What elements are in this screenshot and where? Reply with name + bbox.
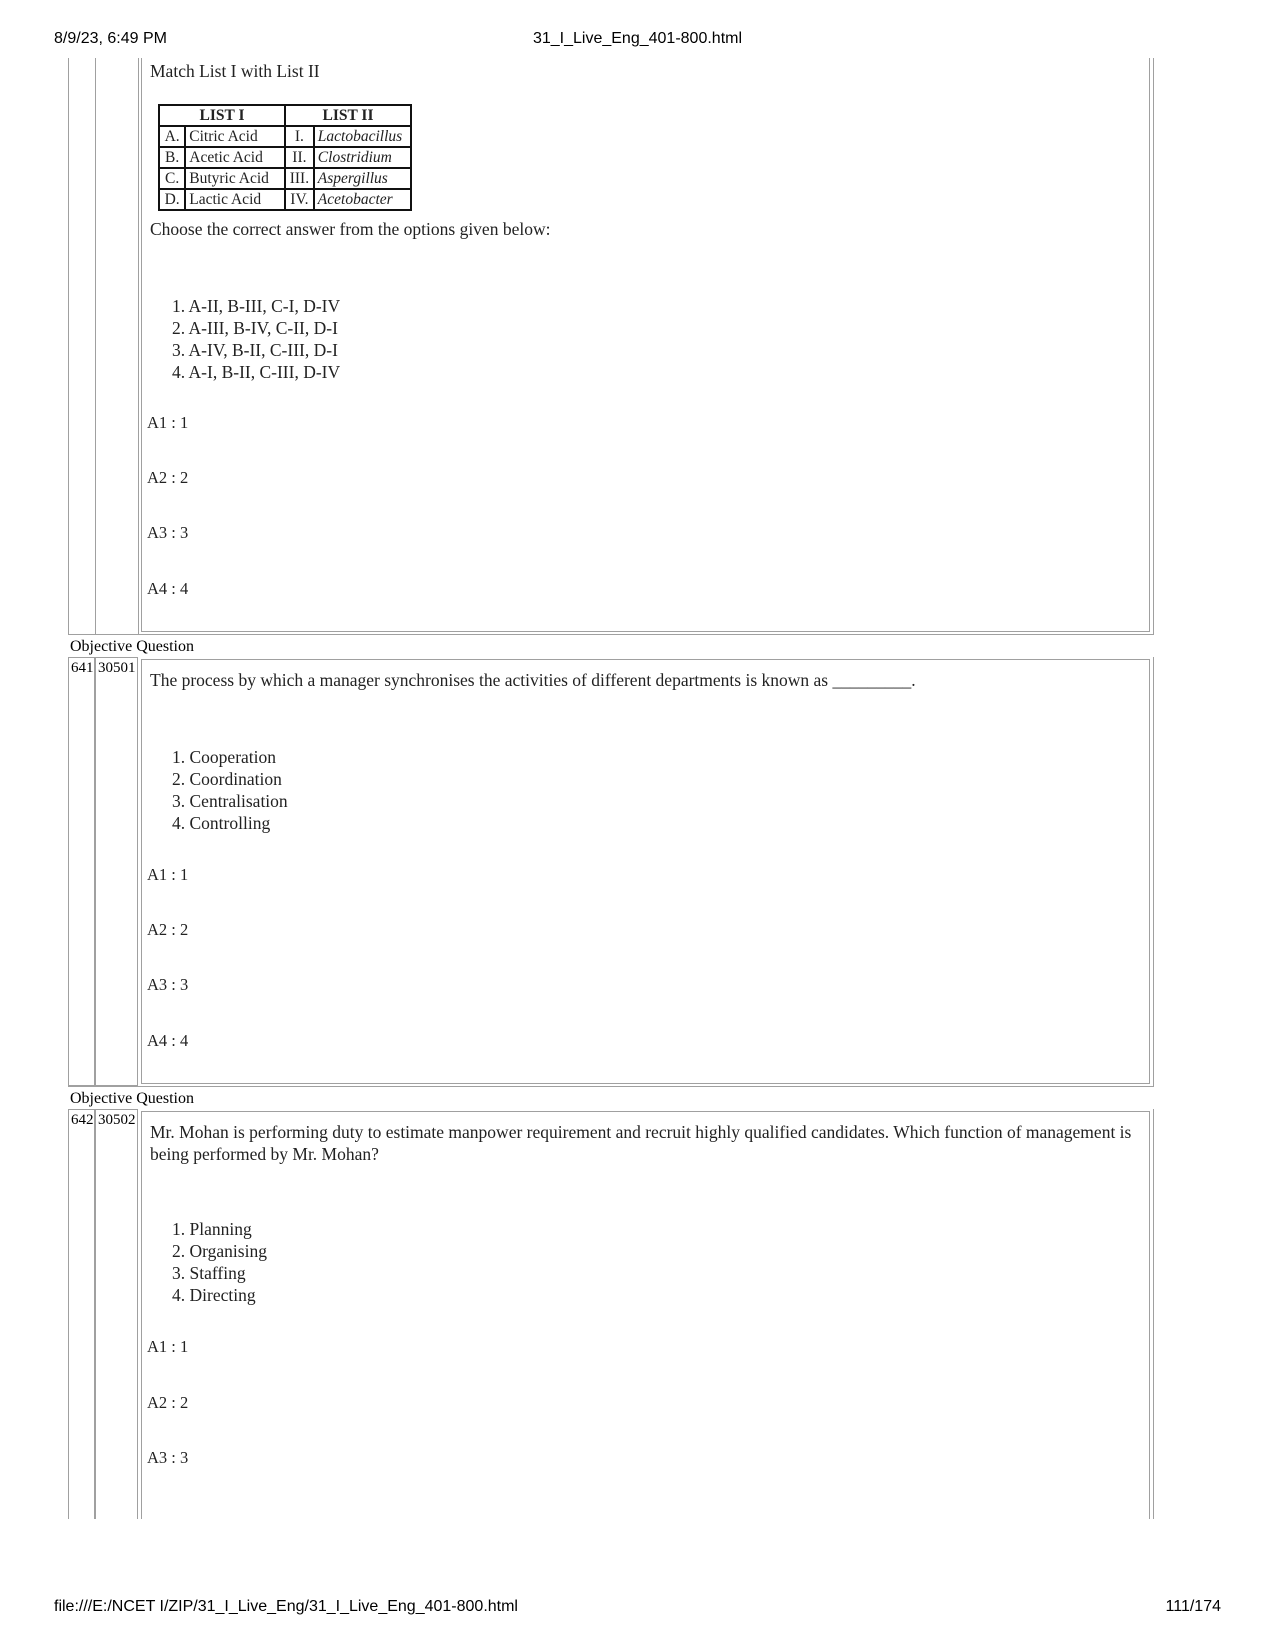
question-body-cell (141, 1111, 1150, 1519)
question-text: Match List I with List II (150, 61, 320, 81)
frame-line (68, 1086, 1154, 1087)
table-row (159, 189, 411, 210)
answer-3: A3 : 3 (147, 975, 189, 994)
option-item: 4. Directing (172, 1285, 256, 1305)
answer-4: A4 : 4 (147, 1031, 189, 1050)
question-instruction: Choose the correct answer from the options given below: (150, 219, 551, 239)
list-2-value: Lactobacillus (314, 126, 411, 147)
frame-line (95, 58, 96, 634)
list-2-header: LIST II (285, 105, 411, 126)
option-item: 3. Centralisation (172, 791, 288, 811)
answer-1: A1 : 1 (147, 413, 189, 432)
option-item: 1. Cooperation (172, 747, 277, 767)
option-item: 1. Planning (172, 1219, 252, 1239)
answer-4: A4 : 4 (147, 579, 189, 598)
list-2-key: I. (285, 126, 314, 147)
frame-line (1153, 657, 1154, 1087)
frame-line (68, 634, 1154, 635)
qid-cell (95, 1109, 138, 1519)
frame-line (68, 58, 69, 634)
answer-2: A2 : 2 (147, 468, 189, 487)
print-file-path: file:///E:/NCET I/ZIP/31_I_Live_Eng/31_I_Live_Eng_401-800.html (54, 1598, 518, 1615)
serial-cell (68, 657, 95, 1086)
options-list (172, 1218, 267, 1306)
list-2-key: IV. (285, 189, 314, 210)
option-item: 3. A-IV, B-II, C-III, D-I (172, 340, 338, 360)
list-1-key: C. (159, 168, 185, 189)
list-2-value: Aspergillus (314, 168, 411, 189)
list-1-header: LIST I (159, 105, 285, 126)
question-id: 30502 (98, 1112, 136, 1128)
answer-3: A3 : 3 (147, 1448, 189, 1467)
list-2-key: II. (285, 147, 314, 168)
option-item: 2. Organising (172, 1241, 267, 1261)
frame-line (1153, 1109, 1154, 1519)
frame-line (138, 58, 139, 634)
print-title: 31_I_Live_Eng_401-800.html (532, 30, 743, 47)
option-item: 2. Coordination (172, 769, 282, 789)
question-id: 30501 (98, 660, 136, 676)
table-row (159, 126, 411, 147)
answer-1: A1 : 1 (147, 865, 189, 884)
options-list (172, 295, 340, 383)
table-row (159, 168, 411, 189)
list-2-value: Acetobacter (314, 189, 411, 210)
option-item: 3. Staffing (172, 1263, 246, 1283)
match-table-header (159, 105, 411, 126)
list-1-key: A. (159, 126, 185, 147)
list-1-key: D. (159, 189, 185, 210)
list-1-value: Acetic Acid (185, 147, 285, 168)
list-1-value: Citric Acid (185, 126, 285, 147)
serial-cell (68, 1109, 95, 1519)
option-item: 1. A-II, B-III, C-I, D-IV (172, 296, 341, 316)
frame-line (141, 631, 1149, 632)
question-text: The process by which a manager synchronises the activities of different departments is known as _________. (150, 670, 916, 690)
list-2-value: Clostridium (314, 147, 411, 168)
question-serial: 641 (71, 660, 94, 676)
list-1-value: Butyric Acid (185, 168, 285, 189)
print-footer (54, 1598, 1221, 1618)
option-item: 2. A-III, B-IV, C-II, D-I (172, 318, 338, 338)
answer-2: A2 : 2 (147, 920, 189, 939)
table-row (159, 147, 411, 168)
qid-cell (95, 657, 138, 1086)
print-header (54, 30, 1221, 50)
question-body-cell (141, 659, 1150, 1084)
list-1-key: B. (159, 147, 185, 168)
option-item: 4. Controlling (172, 813, 271, 833)
question-serial: 642 (71, 1112, 94, 1128)
options-list (172, 746, 288, 834)
frame-line (1153, 58, 1154, 634)
frame-line (1149, 58, 1150, 632)
match-table (158, 104, 412, 211)
print-datetime: 8/9/23, 6:49 PM (54, 30, 167, 47)
answer-1: A1 : 1 (147, 1337, 189, 1356)
option-item: 4. A-I, B-II, C-III, D-IV (172, 362, 341, 382)
question-text: Mr. Mohan is performing duty to estimate manpower requirement and recruit highly qualified candidates. Which function of management is being performed by Mr. Mohan? (150, 1122, 1132, 1164)
question-type-label: Objective Question (70, 1090, 194, 1107)
question-type-label: Objective Question (70, 638, 194, 655)
frame-line (141, 58, 142, 632)
answer-2: A2 : 2 (147, 1393, 189, 1412)
list-2-key: III. (285, 168, 314, 189)
list-1-value: Lactic Acid (185, 189, 285, 210)
answer-3: A3 : 3 (147, 523, 189, 542)
print-page-number: 111/174 (1165, 1598, 1221, 1615)
